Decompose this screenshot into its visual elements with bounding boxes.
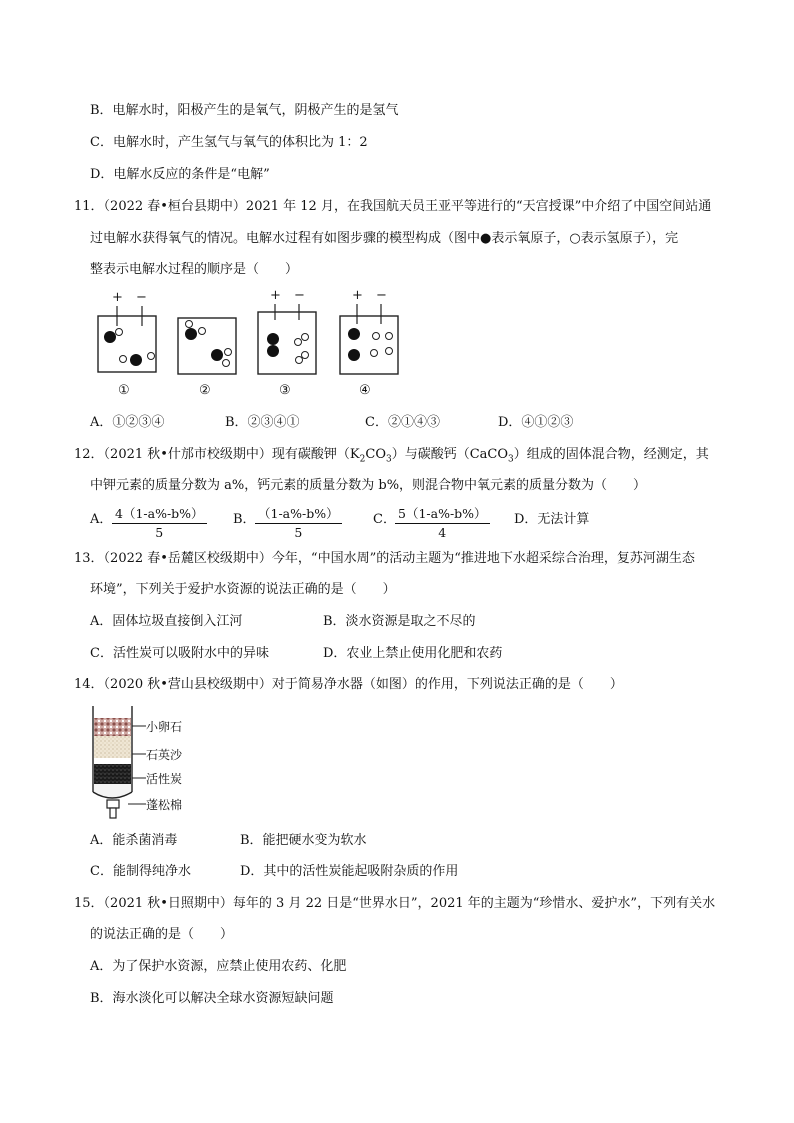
box-label-1: ①: [118, 383, 130, 398]
q12-option-b-fraction: $\frac{(1-a\%-b\%)}{5}$: [255, 504, 342, 540]
q13-stem-line1: 13．（2022 春•岳麓区校级期中）今年，“中国水周”的活动主题为“推进地下水超采综合治理，复苏河湖生态: [74, 551, 695, 566]
q11-option-a: A．①②③④: [90, 415, 165, 430]
model-box-1: [98, 306, 156, 372]
filter-layer-pebbles: 小卵石: [146, 720, 183, 734]
model-box-3: [258, 304, 316, 374]
model-box-4: [340, 304, 398, 374]
q12-stem-line2: 中钾元素的质量分数为 a%，钙元素的质量分数为 b%，则混合物中氧元素的质量分数为（ ）: [90, 478, 647, 493]
q15-stem-line2: 的说法正确的是（ ）: [90, 927, 234, 942]
box3-plus-label: +: [270, 288, 281, 303]
q11-option-b: B．②③④①: [225, 415, 300, 430]
q14-stem-line1: 14．（2020 秋•营山县校级期中）对于简易净水器（如图）的作用，下列说法正确的是（ ）: [74, 677, 623, 692]
q14-option-c: C．能制得纯净水: [90, 864, 191, 879]
box1-plus-label: +: [112, 290, 123, 305]
q13-option-b: B．淡水资源是取之不尽的: [323, 614, 476, 629]
box-label-4: ④: [359, 383, 371, 398]
q10-option-d: D．电解水反应的条件是“电解”: [90, 167, 270, 182]
q12-option-b-label: B．: [233, 512, 256, 527]
q11-stem-line3: 整表示电解水过程的顺序是（ ）: [90, 262, 299, 277]
q11-stem-line1: 11．（2022 春•桓台县期中）2021 年 12 月，在我国航天员王亚平等进行的“天宫授课”中介绍了中国空间站通: [74, 199, 712, 214]
box4-plus-label: +: [352, 288, 363, 303]
box3-minus-label: −: [294, 288, 305, 303]
q10-option-b: B．电解水时，阳极产生的是氧气，阴极产生的是氢气: [90, 103, 399, 118]
filter-layer-cotton: 蓬松棉: [146, 798, 183, 812]
q15-option-b: B．海水淡化可以解决全球水资源短缺问题: [90, 991, 334, 1006]
q15-stem-line1: 15．（2021 秋•日照期中）每年的 3 月 22 日是“世界水日”，2021 年的主题为“珍惜水、爱护水”，下列有关水: [74, 896, 716, 911]
q13-option-c: C．活性炭可以吸附水中的异味: [90, 646, 269, 661]
q11-option-d: D．④①②③: [498, 415, 574, 430]
q14-option-d: D．其中的活性炭能起吸附杂质的作用: [240, 864, 459, 879]
filter-layer-quartz-sand: 石英沙: [146, 748, 183, 762]
q12-option-d: D．无法计算: [514, 512, 590, 527]
q12-option-c-label: C．: [373, 512, 396, 527]
box-label-3: ③: [279, 383, 291, 398]
q14-option-a: A．能杀菌消毒: [90, 833, 178, 848]
q12-stem-line1: 12．（2021 秋•什邡市校级期中）现有碳酸钾$(K_2CO_3)$与碳酸钙（CaCO$_3$）组成的固体混合物，经测定，其: [74, 447, 709, 465]
water-filter-figure: [88, 704, 148, 826]
q13-stem-line2: 环境”，下列关于爱护水资源的说法正确的是（ ）: [90, 582, 396, 597]
box4-minus-label: −: [376, 288, 387, 303]
q12-option-c-fraction: $\frac{5(1-a\%-b\%)}{4}$: [395, 504, 490, 540]
q15-option-a: A．为了保护水资源，应禁止使用农药、化肥: [90, 959, 347, 974]
q12-option-a-label: A．: [90, 512, 113, 527]
q10-option-c: C．电解水时，产生氢气与氧气的体积比为 1：2: [90, 135, 368, 150]
box-label-2: ②: [199, 383, 211, 398]
q14-option-b: B．能把硬水变为软水: [240, 833, 367, 848]
q12-option-a-fraction: $\frac{4(1-a\%-b\%)}{5}$: [112, 504, 207, 540]
q13-option-d: D．农业上禁止使用化肥和农药: [323, 646, 503, 661]
box1-minus-label: −: [136, 290, 147, 305]
q11-option-c: C．②①④③: [365, 415, 440, 430]
model-box-2: [178, 318, 236, 374]
q13-option-a: A．固体垃圾直接倒入江河: [90, 614, 243, 629]
q11-stem-line2: 过电解水获得氧气的情况。电解水过程有如图步骤的模型构成（图中●表示氧原子，○表示氢原子），完: [90, 231, 679, 246]
filter-layer-activated-carbon: 活性炭: [146, 772, 183, 786]
